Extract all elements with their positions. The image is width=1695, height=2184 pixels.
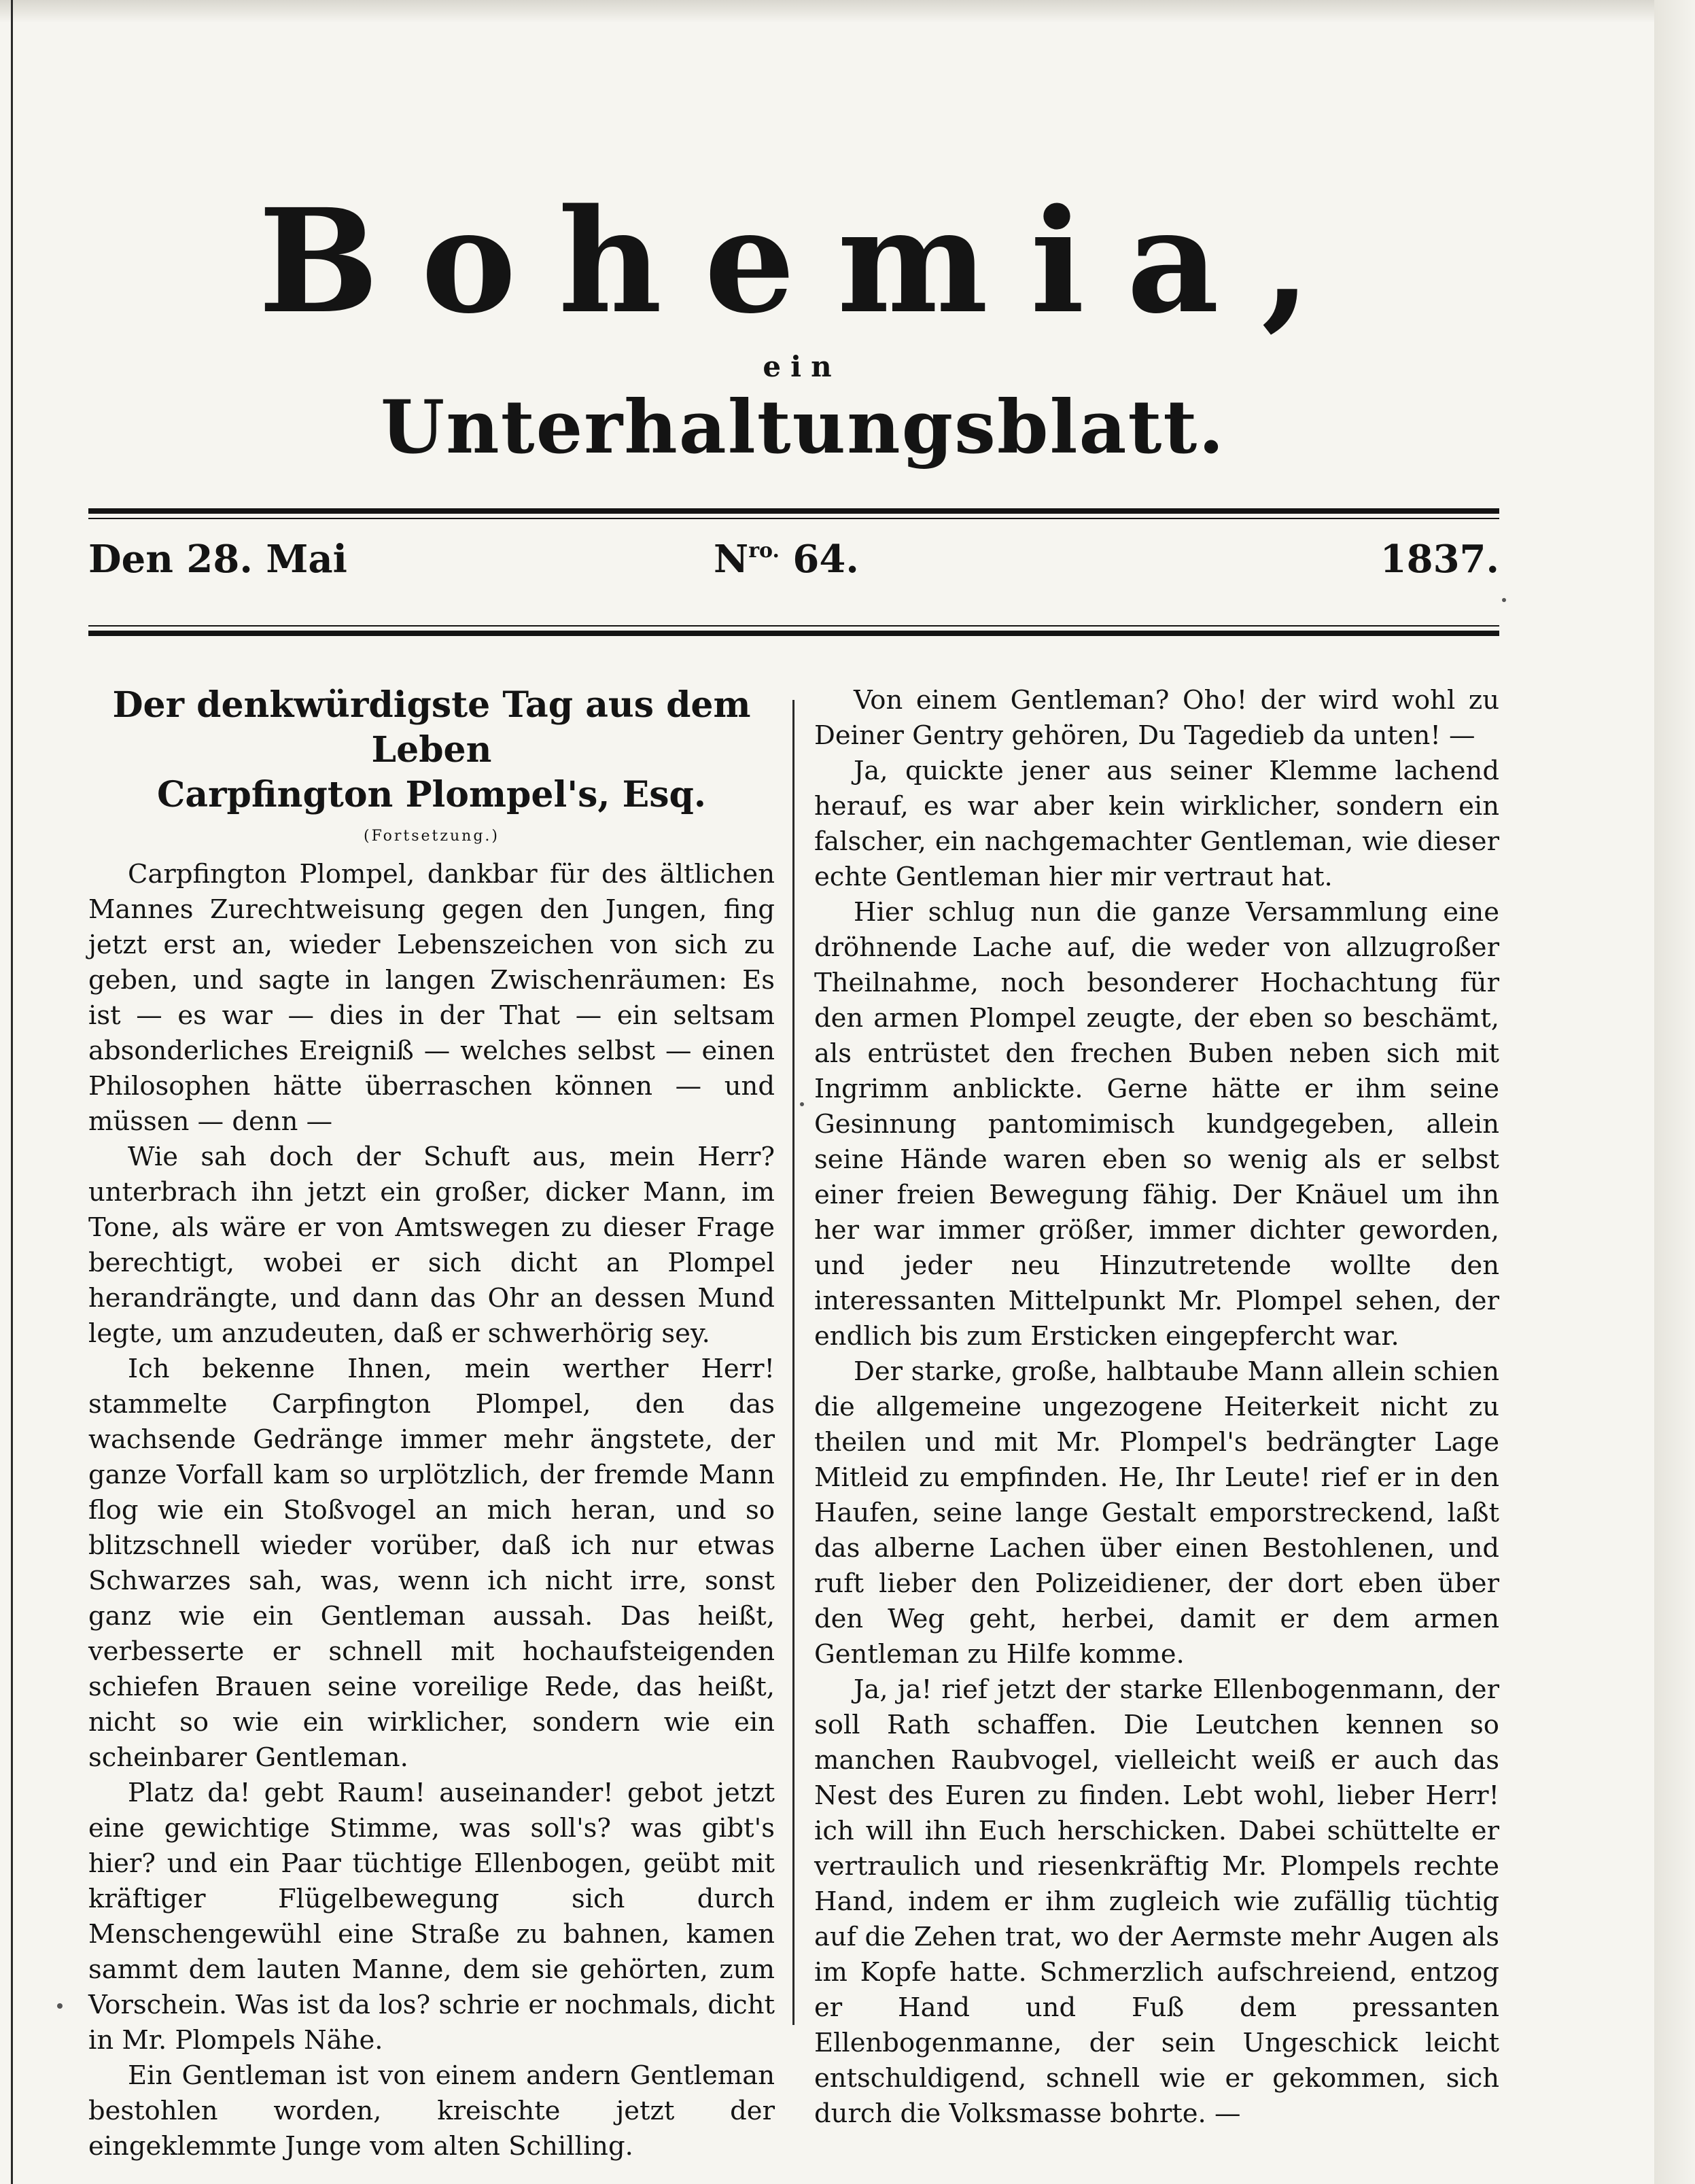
paragraph: Ich bekenne Ihnen, mein werther Herr! stammelte Carpfington Plompel, den das wachsende Gedränge immer mehr ängstete, der ganze Vorfall kam so urplötzlich, der fremde Mann flog wie ein Stoßvogel an mich heran, und so blitzschnell wieder vorüber, daß ich nur etwas Schwarzes sah, was, wenn ich nicht irre, sonst ganz wie ein Gentleman aussah. Das heißt, verbesserte er schnell mit hochaufsteigenden schiefen Brauen seine voreilige Rede, das heißt, nicht so wie ein wirklicher, sondern wie ein scheinbarer Gentleman. xyxy=(88,1354,775,1773)
bottom-rule-thick xyxy=(88,631,1499,636)
left-column xyxy=(88,683,775,2164)
issue-number-sup: ro. xyxy=(748,539,780,563)
ink-speck xyxy=(800,1102,804,1106)
top-rule-thin xyxy=(88,518,1499,519)
issue-date: Den 28. Mai xyxy=(88,537,347,582)
issue-number-value: 64. xyxy=(792,537,859,582)
page-top-edge xyxy=(0,0,1695,23)
issue-number xyxy=(714,537,859,582)
paragraph: Ein Gentleman ist von einem andern Gentleman bestohlen worden, kreischte jetzt der eingeklemmte Junge vom alten Schilling. xyxy=(88,2060,775,2162)
continuation-note: (Fortsetzung.) xyxy=(364,828,500,845)
paragraph: Wie sah doch der Schuft aus, mein Herr? unterbrach ihn jetzt ein großer, dicker Mann, im Tone, als wäre er von Amtswegen zu dieser Frage berechtigt, wobei er sich dicht an Plompel herandrängte, und dann das Ohr an dessen Mund legte, um anzudeuten, daß er schwerhörig sey. xyxy=(88,1142,775,1349)
issue-number-prefix: N xyxy=(714,537,749,582)
article-title xyxy=(88,683,775,817)
paragraph: Der starke, große, halbtaube Mann allein schien die allgemeine ungezogene Heiterkeit nicht zu theilen und mit Mr. Plompel's bedrängter Lage Mitleid zu empfinden. He, Ihr Leute! rief er in den Haufen, seine lange Gestalt emporstreckend, laßt das alberne Lachen über einen Bestohlenen, und ruft lieber den Polizeidiener, der dort eben über den Weg geht, herbei, damit er dem armen Gentleman zu Hilfe komme. xyxy=(814,1356,1499,1670)
paragraph: Von einem Gentleman? Oho! der wird wohl zu Deiner Gentry gehören, Du Tagedieb da unten! — xyxy=(814,685,1499,751)
issue-year: 1837. xyxy=(1380,537,1499,582)
bottom-rule-thin xyxy=(88,625,1499,627)
top-rule-thick xyxy=(88,508,1499,514)
masthead-ein: ein xyxy=(763,350,841,383)
paragraph: Ja, ja! rief jetzt der starke Ellenbogenmann, der soll Rath schaffen. Die Leutchen kennen so manchen Raubvogel, vielleicht weiß er auch das Nest des Euren zu finden. Lebt wohl, lieber Herr! ich will ihn Euch herschicken. Dabei schüttelte er vertraulich und riesenkräftig Mr. Plompels rechte Hand, indem er ihm zugleich wie zufällig tüchtig auf die Zehen trat, wo der Aermste mehr Augen als im Kopfe hatte. Schmerzlich aufschreiend, entzog er Hand und Fuß dem pressanten Ellenbogenmanne, der sein Ungeschick leicht entschuldigend, schnell wie er gekommen, sich durch die Volksmasse bohrte. — xyxy=(814,1674,1499,2129)
ink-speck xyxy=(1502,598,1506,602)
column-divider xyxy=(792,700,794,2025)
paragraph: Platz da! gebt Raum! auseinander! gebot jetzt eine gewichtige Stimme, was soll's? was gibt's hier? und ein Paar tüchtige Ellenbogen, geübt mit kräftiger Flügelbewegung sich durch Menschengewühl eine Straße zu bahnen, kamen sammt dem lauten Manne, dem sie gehörten, zum Vorschein. Was ist da los? schrie er nochmals, dicht in Mr. Plompels Nähe. xyxy=(88,1778,775,2056)
right-column xyxy=(814,683,1499,2132)
paragraph: Hier schlug nun die ganze Versammlung eine dröhnende Lache auf, die weder von allzugroßer Theilnahme, noch besonderer Hochachtung für den armen Plompel zeugte, der eben so beschämt, als entrüstet den frechen Buben neben sich mit Ingrimm anblickte. Gerne hätte er ihm seine Gesinnung pantomimisch kundgegeben, allein seine Hände waren eben so wenig als er selbst einer freien Bewegung fähig. Der Knäuel um ihn her war immer größer, immer dichter geworden, und jeder neu Hinzutretende wollte den interessanten Mittelpunkt Mr. Plompel sehen, der endlich bis zum Ersticken eingepfercht war. xyxy=(814,897,1499,1352)
page-right-edge xyxy=(1654,0,1695,2184)
ink-speck xyxy=(57,2003,63,2009)
page-left-border xyxy=(11,0,13,2184)
article-title-line1: Der denkwürdigste Tag aus dem Leben xyxy=(112,684,751,771)
article-title-line2: Carpfington Plompel's, Esq. xyxy=(157,774,706,815)
masthead-title: Bohemia, xyxy=(258,177,1354,345)
paragraph: Carpfington Plompel, dankbar für des ältlichen Mannes Zurechtweisung gegen den Jungen, fing jetzt erst an, wieder Lebenszeichen von sich zu geben, und sagte in langen Zwischenräumen: Es ist — es war — dies in der That — ein seltsam absonderliches Ereigniß — welches selbst — einen Philosophen hätte überraschen können — und müssen — denn — xyxy=(88,859,775,1137)
paragraph: Ja, quickte jener aus seiner Klemme lachend herauf, es war aber kein wirklicher, sondern ein falscher, ein nachgemachter Gentleman, wie dieser echte Gentleman hier mir vertraut hat. xyxy=(814,756,1499,892)
masthead-subtitle: Unterhaltungsblatt. xyxy=(381,385,1225,470)
